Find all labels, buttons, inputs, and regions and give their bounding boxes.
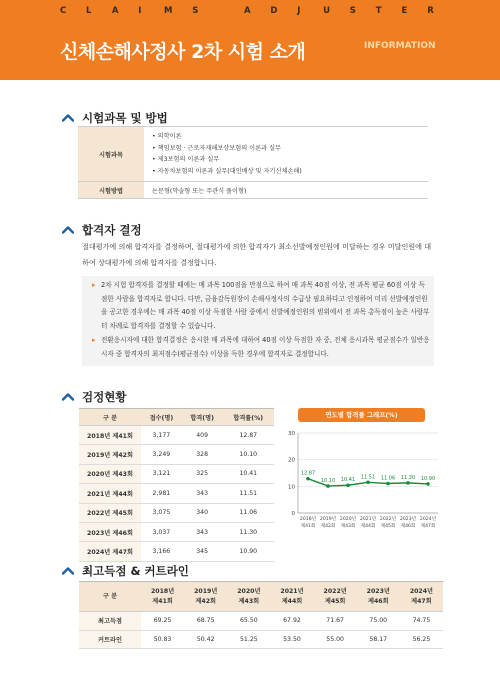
header-letter: U: [323, 6, 330, 16]
x-tick-label: 제42회: [320, 524, 336, 529]
table-cell: 3,249: [141, 445, 182, 464]
table-cell: 2022년 제45회: [79, 503, 141, 522]
column-header-line: 제42회: [195, 597, 216, 605]
table-cell: 50.42: [184, 630, 227, 649]
section-stats-title: 검정현황: [62, 389, 126, 405]
table-cell: 325: [182, 464, 223, 483]
header-letter: L: [86, 6, 92, 16]
table-cell: 3,037: [141, 522, 182, 541]
x-tick-label: 제43회: [340, 524, 356, 529]
table-row: [79, 426, 274, 445]
column-header: [314, 582, 357, 612]
pass-rate-chart: [280, 408, 443, 540]
table-cell: 67.92: [270, 612, 313, 631]
table-cell: 53.50: [270, 630, 313, 649]
header-letter: J: [297, 6, 301, 16]
subject-item: • 제3보험의 이론과 실무: [152, 154, 428, 166]
row-label: 최고득점: [79, 612, 141, 631]
column-header-line: 2023년: [366, 587, 390, 595]
row-label: 커트라인: [79, 630, 141, 649]
chevron-icon: [62, 225, 74, 235]
table-row: [79, 542, 274, 561]
x-tick-label: 2023년: [399, 517, 417, 522]
table-cell: 2021년 제44회: [79, 484, 141, 503]
column-header: 합격률(%): [223, 409, 275, 426]
data-label: 12.87: [300, 470, 316, 477]
table-cell: 3,166: [141, 542, 182, 561]
table-cell: 409: [182, 426, 223, 445]
header-banner: [0, 0, 500, 80]
table-cell: 2023년 제46회: [79, 522, 141, 541]
data-label: 10.90: [420, 475, 436, 482]
header-letter: E: [401, 6, 408, 16]
subjects-cell: [144, 127, 428, 182]
table-cell: 11.51: [223, 484, 275, 503]
data-point: [346, 483, 350, 487]
table-row: [79, 464, 274, 483]
column-header-line: 2022년: [323, 587, 347, 595]
subjects-label: 시험과목: [78, 127, 144, 182]
table-cell: 343: [182, 484, 223, 503]
x-tick-label: 제41회: [300, 524, 316, 529]
table-cell: 2018년 제41회: [79, 426, 141, 445]
data-point: [306, 477, 310, 481]
table-cell: 3,075: [141, 503, 182, 522]
subject-item: • 의학이론: [152, 131, 428, 143]
column-header: 합격(명): [182, 409, 223, 426]
header-letter: A: [244, 6, 251, 16]
data-label: 11.51: [360, 474, 376, 481]
table-cell: 3,177: [141, 426, 182, 445]
column-header: [357, 582, 400, 612]
subjects-table: [78, 126, 428, 199]
table-row: [79, 630, 443, 649]
table-cell: 343: [182, 522, 223, 541]
data-label: 11.30: [400, 474, 416, 481]
subject-item: • 자동차보험의 이론과 실무(대인배상 및 자기신체손해): [152, 166, 428, 178]
x-tick-label: 2021년: [359, 517, 377, 522]
section-subjects-title: 시험과목 및 방법: [62, 110, 168, 126]
column-header-line: 제44회: [281, 597, 303, 605]
table-cell: 69.25: [141, 612, 184, 631]
chart-canvas: [280, 408, 443, 540]
header-subtitle: [0, 6, 500, 28]
table-cell: 58.17: [357, 630, 400, 649]
column-header-line: 2018년: [150, 587, 175, 595]
table-header-row: [79, 409, 274, 426]
header-letter: C: [60, 6, 67, 16]
x-tick-label: 2019년: [319, 517, 337, 522]
column-header: 구 분: [79, 409, 141, 426]
header-letter: I: [138, 6, 142, 16]
column-header: [141, 582, 184, 612]
table-cell: 345: [182, 542, 223, 561]
note-item: ▸ 전환응시자에 대한 합격결정은 응시한 매 과목에 대하여 40점 이상 득점한 자 중, 전체 응시과목 평균점수가 일반응시자 중 합격자의 최저점수(평균점수) 이상을 득한 경우에 합격자로 결정합니다.: [92, 334, 430, 361]
table-row: [79, 445, 274, 464]
data-point: [406, 481, 410, 485]
column-header: 구 분: [79, 582, 141, 612]
subject-item: • 책임보험 · 근로자재해보상보험의 이론과 실무: [152, 143, 428, 155]
stats-table: [79, 408, 274, 562]
y-tick-label: 20: [288, 457, 295, 464]
table-cell: 56.25: [400, 630, 443, 649]
y-tick-label: 30: [288, 431, 295, 437]
column-header-line: 제45회: [324, 597, 346, 605]
table-cell: 2024년 제47회: [79, 542, 141, 561]
column-header-line: 제47회: [411, 597, 432, 605]
x-tick-label: 2018년: [299, 517, 317, 522]
x-tick-label: 제46회: [400, 524, 416, 529]
column-header: [400, 582, 443, 612]
column-header-line: 2024년: [409, 587, 434, 595]
chart-title: 연도별 합격률 그래프(%): [298, 408, 425, 422]
column-header-line: 제41회: [152, 597, 173, 605]
x-tick-label: 2024년: [419, 517, 437, 522]
method-value: 논문형(약술형 또는 주관식 풀이형): [144, 182, 428, 199]
table-cell: 12.87: [223, 426, 275, 445]
section-pass-title: 합격자 결정: [62, 222, 142, 238]
table-cell: 68.75: [184, 612, 227, 631]
column-header: [227, 582, 270, 612]
pass-paragraph: 절대평가에 의해 합격자를 결정하며, 절대평가에 의한 합격자가 최소선발예정인원에 미달하는 경우 미달인원에 대하여 상대평가에 의해 합격자를 결정합니다.: [82, 242, 432, 267]
section-cutoff-title: 최고득점 & 커트라인: [62, 563, 189, 579]
x-tick-label: 제45회: [380, 524, 396, 529]
table-cell: 10.41: [223, 464, 275, 483]
header-letter: S: [192, 6, 199, 16]
header-letter: D: [270, 6, 278, 16]
table-cell: 2020년 제43회: [79, 464, 141, 483]
page-title: 신체손해사정사 2차 시험 소개: [60, 41, 306, 63]
table-row: [79, 612, 443, 631]
pass-notes: [82, 276, 434, 366]
table-cell: 55.00: [314, 630, 357, 649]
table-row: [79, 503, 274, 522]
table-cell: 328: [182, 445, 223, 464]
table-header-row: [79, 582, 443, 612]
table-cell: 11.06: [223, 503, 275, 522]
header-letter: [218, 6, 224, 28]
table-cell: 74.75: [400, 612, 443, 631]
header-letter: T: [375, 6, 382, 16]
table-cell: 2,981: [141, 484, 182, 503]
table-cell: 2019년 제42회: [79, 445, 141, 464]
subject-list: [152, 128, 428, 180]
data-point: [326, 484, 330, 488]
chevron-icon: [62, 113, 74, 123]
column-header-line: 2020년: [237, 587, 261, 595]
data-point: [426, 482, 430, 486]
table-cell: 11.30: [223, 522, 275, 541]
y-tick-label: 0: [291, 511, 295, 517]
table-cell: 10.10: [223, 445, 275, 464]
column-header-line: 제46회: [367, 597, 389, 605]
x-tick-label: 제44회: [360, 524, 376, 529]
header-letter: A: [111, 6, 119, 16]
table-cell: 71.67: [314, 612, 357, 631]
table-row: [78, 182, 428, 199]
column-header-line: 2021년: [280, 587, 304, 595]
chevron-icon: [62, 392, 74, 402]
table-cell: 51.25: [227, 630, 270, 649]
x-tick-label: 2020년: [339, 517, 357, 522]
column-header-line: 제43회: [238, 597, 260, 605]
table-cell: 340: [182, 503, 223, 522]
table-cell: 75.00: [357, 612, 400, 631]
header-letter: S: [349, 6, 356, 16]
column-header: [184, 582, 227, 612]
table-row: [79, 484, 274, 503]
y-tick-label: 10: [288, 484, 295, 491]
data-label: 10.41: [340, 477, 356, 484]
x-tick-label: 제47회: [420, 524, 436, 529]
column-header: 접수(명): [141, 409, 182, 426]
data-point: [366, 481, 370, 485]
table-row: [79, 522, 274, 541]
cutoff-table: [79, 581, 443, 649]
note-item: ▸ 2차 시험 합격자를 결정할 때에는 매 과목 100점을 만점으로 하여 매 과목 40점 이상, 전 과목 평균 60점 이상 득점한 사람을 합격자로 합니다. 다만, 금융감독원장이 손해사정사의 수급상 필요하다고 인정하여 미리 선발예정인원을 공고한 경우에는 매 과목 40점 이상 득점한 사람 중에서 선발예정인원의 범위에서 전 과목 총득점이 높은 사람부터 차례로 합격자를 결정할 수 있습니다.: [92, 279, 430, 334]
method-label: 시험방법: [78, 182, 144, 199]
header-tag: INFORMATION: [364, 41, 436, 51]
column-header: [270, 582, 313, 612]
table-cell: 50.83: [141, 630, 184, 649]
table-row: [78, 127, 428, 182]
table-cell: 65.50: [227, 612, 270, 631]
data-point: [386, 482, 390, 486]
data-label: 11.06: [380, 475, 396, 482]
column-header-line: 2019년: [194, 587, 218, 595]
data-label: 10.10: [320, 478, 336, 485]
table-cell: 10.90: [223, 542, 275, 561]
header-letter: R: [427, 6, 434, 16]
x-tick-label: 2022년: [379, 517, 397, 522]
header-letter: M: [164, 6, 173, 16]
table-cell: 3,121: [141, 464, 182, 483]
chevron-icon: [62, 566, 74, 576]
